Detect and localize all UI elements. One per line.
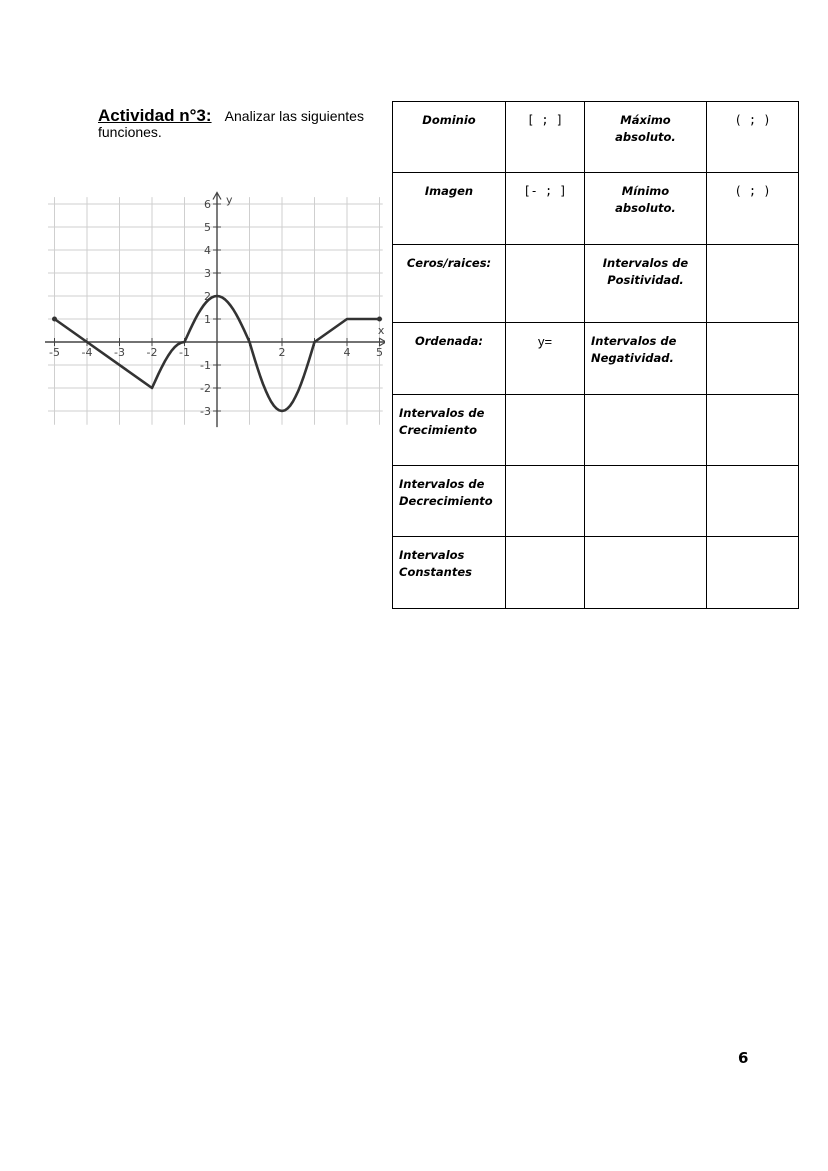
label-ordenada: Ordenada: [393, 323, 506, 395]
ceros-field[interactable] [506, 245, 585, 323]
label-minimo: Mínimo absoluto. [585, 173, 707, 245]
y-tick-label: -1 [200, 359, 211, 372]
crecimiento-field-3[interactable] [707, 395, 799, 466]
ordenada-field[interactable]: y= [506, 323, 585, 395]
end-point [377, 317, 382, 322]
positividad-field[interactable] [707, 245, 799, 323]
constantes-field-1[interactable] [506, 537, 585, 609]
decrecimiento-field-3[interactable] [707, 466, 799, 537]
crecimiento-field-1[interactable] [506, 395, 585, 466]
x-axis-label: x [377, 324, 385, 337]
label-positividad: Intervalos de Positividad. [585, 245, 707, 323]
activity-heading [98, 108, 383, 140]
table-row [393, 537, 799, 609]
constantes-field-3[interactable] [707, 537, 799, 609]
imagen-field[interactable]: [- ; ] [506, 173, 585, 245]
page-number: 6 [738, 1049, 749, 1067]
x-tick-label: 4 [343, 346, 351, 359]
axes [45, 193, 385, 428]
label-decrecimiento: Intervalos de Decrecimiento [393, 466, 506, 537]
x-tick-label: 2 [278, 346, 286, 359]
table-row [393, 395, 799, 466]
y-tick-label: 1 [204, 313, 211, 326]
y-tick-label: -3 [200, 405, 211, 418]
minimo-field[interactable]: ( ; ) [707, 173, 799, 245]
y-tick-label: 6 [204, 198, 211, 211]
constantes-field-2[interactable] [585, 537, 707, 609]
maximo-field[interactable]: ( ; ) [707, 102, 799, 173]
table-row [393, 245, 799, 323]
y-tick-label: 4 [204, 244, 211, 257]
table-row [393, 323, 799, 395]
dominio-field[interactable]: [ ; ] [506, 102, 585, 173]
x-tick-label: -1 [179, 346, 190, 359]
negatividad-field[interactable] [707, 323, 799, 395]
label-constantes: Intervalos Constantes [393, 537, 506, 609]
y-tick-label: 3 [204, 267, 211, 280]
x-tick-label: -3 [114, 346, 125, 359]
y-axis-label: y [226, 193, 233, 207]
activity-instructions: Analizar las siguientes funciones. [98, 108, 364, 140]
start-point [52, 317, 57, 322]
function-graph [45, 188, 385, 430]
x-tick-label: -2 [146, 346, 158, 359]
label-ceros: Ceros/raices: [393, 245, 506, 323]
y-tick-label: 5 [204, 221, 211, 234]
crecimiento-field-2[interactable] [585, 395, 707, 466]
analysis-table [392, 101, 799, 609]
x-tick-label: -5 [49, 346, 60, 359]
table-row [393, 102, 799, 173]
label-crecimiento: Intervalos de Crecimiento [393, 395, 506, 466]
activity-title: Actividad n°3: [98, 106, 212, 125]
table-row [393, 173, 799, 245]
decrecimiento-field-1[interactable] [506, 466, 585, 537]
grid [48, 197, 383, 425]
y-tick-label: 2 [204, 290, 211, 303]
decrecimiento-field-2[interactable] [585, 466, 707, 537]
function-graph-svg [45, 188, 385, 430]
table-row [393, 466, 799, 537]
label-imagen: Imagen [393, 173, 506, 245]
x-tick-label: 5 [376, 346, 383, 359]
label-dominio: Dominio [393, 102, 506, 173]
label-negatividad: Intervalos de Negatividad. [585, 323, 707, 395]
x-tick-label: -4 [81, 346, 93, 359]
y-tick-label: -2 [200, 382, 211, 395]
label-maximo: Máximo absoluto. [585, 102, 707, 173]
